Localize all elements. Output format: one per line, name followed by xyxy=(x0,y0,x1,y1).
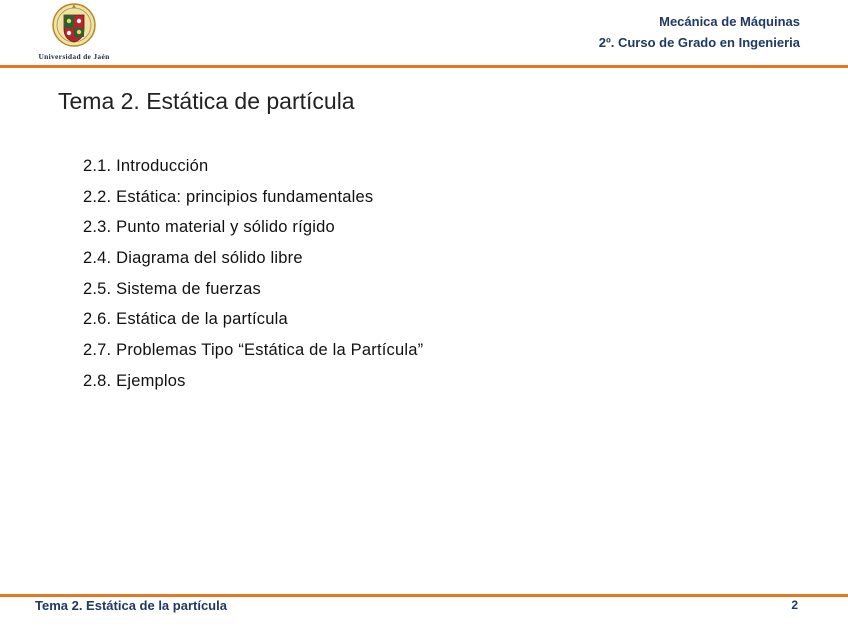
item-number: 2.5. xyxy=(83,279,112,298)
logo-text: Universidad de Jaén xyxy=(38,52,110,61)
item-number: 2.7. xyxy=(83,341,112,360)
item-text: Introducción xyxy=(116,157,209,175)
item-text: Problemas Tipo “Estática de la Partícula” xyxy=(116,341,424,360)
item-text: Punto material y sólido rígido xyxy=(116,218,335,237)
contents-list xyxy=(83,151,423,397)
university-logo xyxy=(28,2,120,62)
item-text: Estática de la partícula xyxy=(116,310,288,329)
slide-title: Tema 2. Estática de partícula xyxy=(58,88,355,114)
list-item xyxy=(83,243,423,274)
footer-title: Tema 2. Estática de la partícula xyxy=(35,598,227,613)
list-item xyxy=(83,335,423,366)
course-degree: 2º. Curso de Grado en Ingenieria xyxy=(598,35,800,50)
item-text: Estática: principios fundamentales xyxy=(116,187,374,206)
list-item xyxy=(83,212,423,243)
item-text: Diagrama del sólido libre xyxy=(116,249,303,268)
item-number: 2.1. xyxy=(83,157,112,175)
university-crest-icon xyxy=(52,2,96,50)
item-text: Sistema de fuerzas xyxy=(116,279,261,298)
footer-divider xyxy=(0,594,848,597)
course-subject: Mecánica de Máquinas xyxy=(659,14,800,29)
item-number: 2.3. xyxy=(83,218,112,237)
item-number: 2.8. xyxy=(83,371,112,390)
page-number: 2 xyxy=(791,598,798,612)
course-info xyxy=(599,11,800,53)
item-number: 2.2. xyxy=(83,187,112,206)
header-divider xyxy=(0,65,848,68)
list-item xyxy=(83,151,423,182)
list-item xyxy=(83,304,423,335)
item-number: 2.4. xyxy=(83,249,112,268)
item-text: Ejemplos xyxy=(116,371,186,390)
list-item xyxy=(83,366,423,397)
list-item xyxy=(83,182,423,213)
list-item xyxy=(83,274,423,305)
item-number: 2.6. xyxy=(83,310,112,329)
